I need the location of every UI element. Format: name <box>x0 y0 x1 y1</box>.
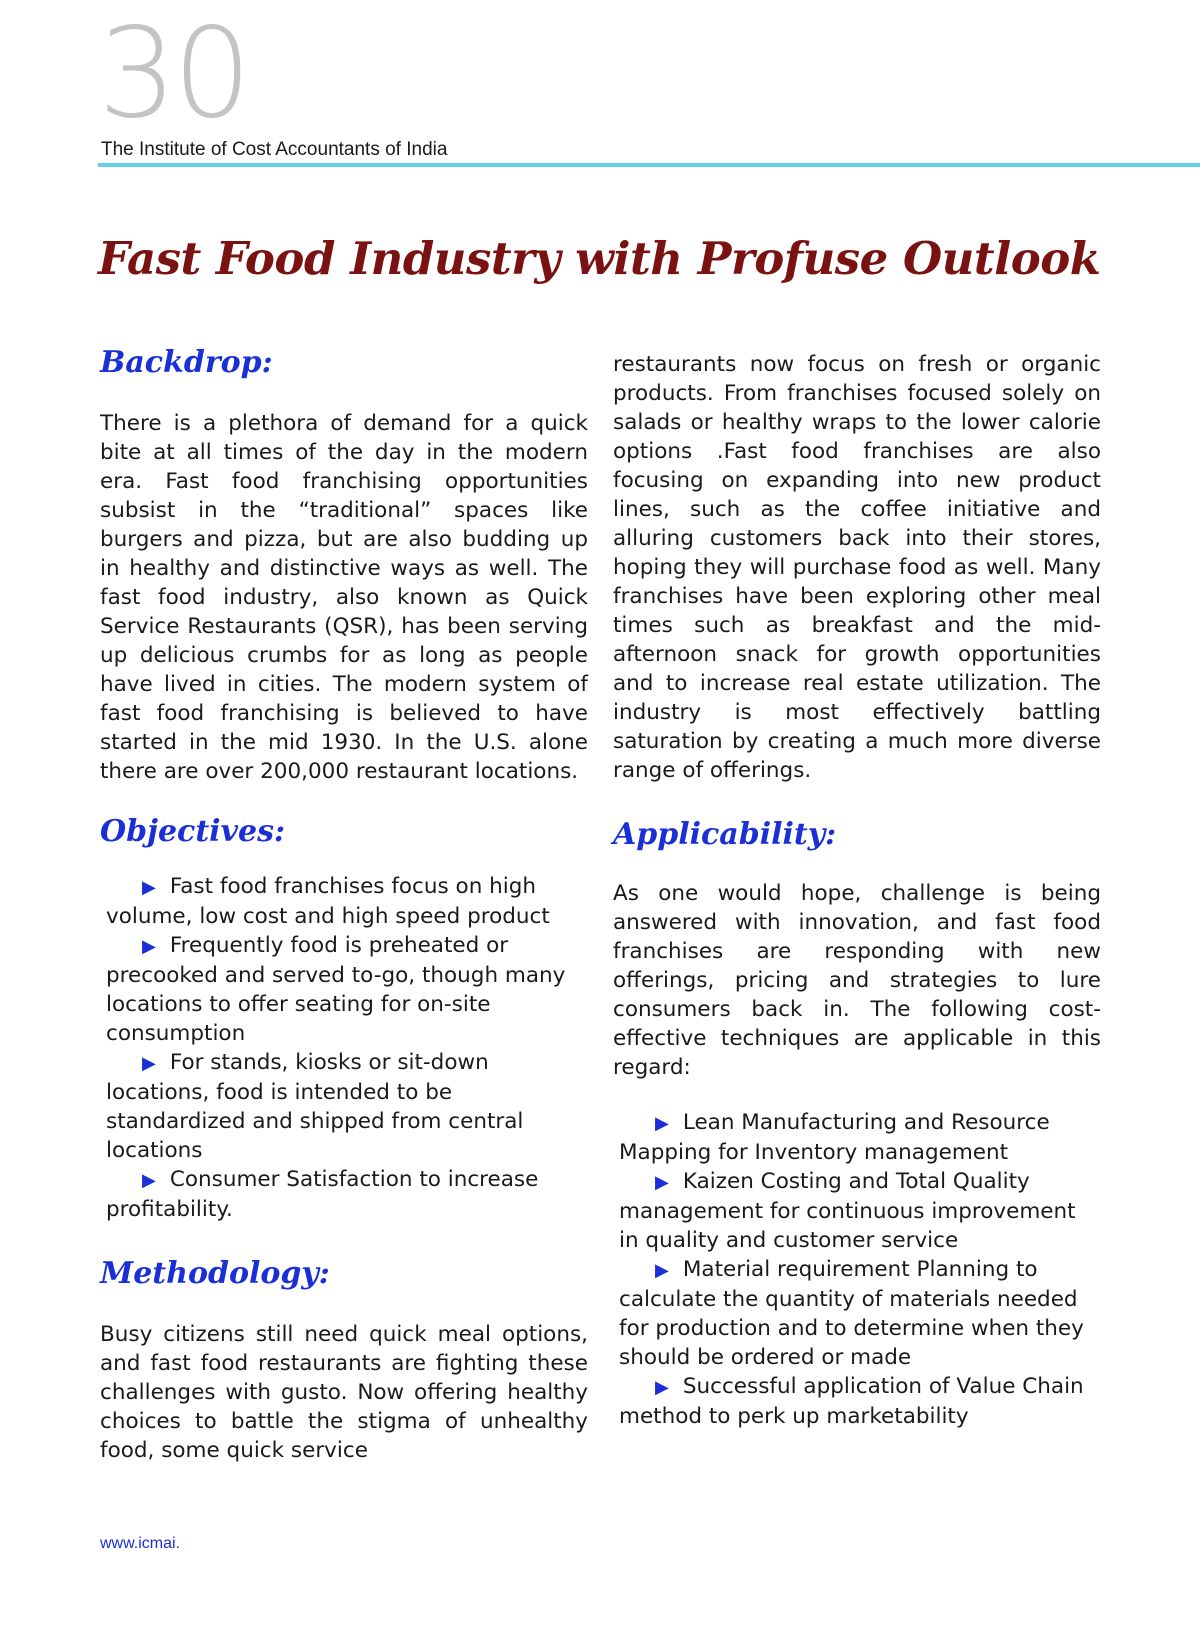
list-item <box>106 872 588 931</box>
list-item-text: Kaizen Costing and Total Quality management for continuous improvement in quality and customer service <box>619 1169 1076 1253</box>
methodology-text-part2: restaurants now focus on fresh or organic products. From franchises focused solely on salads or healthy wraps to the lower calorie options .Fast food franchises are also focusing on expanding into new product lines, such as the coffee initiative and alluring customers back into their stores, hoping they will purchase food as well. Many franchises have been exploring other meal times such as breakfast and the mid-afternoon snack for growth opportunities and to increase real estate utilization. The industry is most effectively battling saturation by creating a much more diverse range of offerings. <box>613 352 1101 783</box>
list-item <box>619 1372 1101 1431</box>
triangle-right-icon: ▶ <box>655 1113 669 1134</box>
list-item-text: Lean Manufacturing and Resource Mapping for Inventory management <box>619 1110 1050 1165</box>
triangle-right-icon: ▶ <box>655 1260 669 1281</box>
list-item <box>106 931 588 1048</box>
article-title: Fast Food Industry with Profuse Outlook <box>98 232 1101 285</box>
right-column <box>613 350 1101 1431</box>
list-item <box>619 1108 1101 1167</box>
list-item <box>106 1048 588 1165</box>
backdrop-text: There is a plethora of demand for a quick bite at all times of the day in the modern era. Fast food franchising opportunities subsist in the “traditional” spaces like burgers and pizza, but are also budding up in healthy and distinctive ways as well. The fast food industry, also known as Quick Service Restaurants (QSR), has been serving up delicious crumbs for as long as people have lived in cities. The modern system of fast food franchising is believed to have started in the mid 1930. In the U.S. alone there are over 200,000 restaurant locations. <box>100 411 588 784</box>
list-item-text: Fast food franchises focus on high volume, low cost and high speed product <box>106 874 550 929</box>
header-divider <box>98 163 1200 167</box>
backdrop-heading: Backdrop: <box>100 345 273 380</box>
applicability-heading: Applicability: <box>613 817 837 852</box>
list-item-text: Successful application of Value Chain method to perk up marketability <box>619 1374 1084 1429</box>
applicability-list <box>613 1108 1101 1431</box>
triangle-right-icon: ▶ <box>142 1170 156 1191</box>
list-item-text: Consumer Satisfaction to increase profitability. <box>106 1167 539 1222</box>
page-number: 30 <box>98 2 248 146</box>
list-item <box>106 1165 588 1224</box>
footer-url-link[interactable]: www.icmai. <box>100 1535 181 1552</box>
methodology-text-part1: Busy citizens still need quick meal options, and fast food restaurants are fighting these challenges with gusto. Now offering healthy choices to battle the stigma of unhealthy food, some quick service <box>100 1322 588 1463</box>
list-item <box>619 1167 1101 1255</box>
methodology-heading: Methodology: <box>100 1256 330 1291</box>
left-column <box>100 345 588 1465</box>
objectives-list <box>100 872 588 1224</box>
list-item-text: Frequently food is preheated or precooked and served to-go, though many locations to offer seating for on-site consumption <box>106 933 566 1046</box>
triangle-right-icon: ▶ <box>142 936 156 957</box>
list-item <box>619 1255 1101 1372</box>
institute-name: The Institute of Cost Accountants of India <box>101 139 448 160</box>
applicability-text: As one would hope, challenge is being answered with innovation, and fast food franchises are responding with new offerings, pricing and strategies to lure consumers back in. The following cost-effective techniques are applicable in this regard: <box>613 881 1101 1080</box>
triangle-right-icon: ▶ <box>142 1053 156 1074</box>
objectives-heading: Objectives: <box>100 814 286 849</box>
list-item-text: Material requirement Planning to calculate the quantity of materials needed for production and to determine when they should be ordered or made <box>619 1257 1084 1370</box>
triangle-right-icon: ▶ <box>142 877 156 898</box>
list-item-text: For stands, kiosks or sit-down locations, food is intended to be standardized and shipped from central locations <box>106 1050 524 1163</box>
triangle-right-icon: ▶ <box>655 1377 669 1398</box>
triangle-right-icon: ▶ <box>655 1172 669 1193</box>
